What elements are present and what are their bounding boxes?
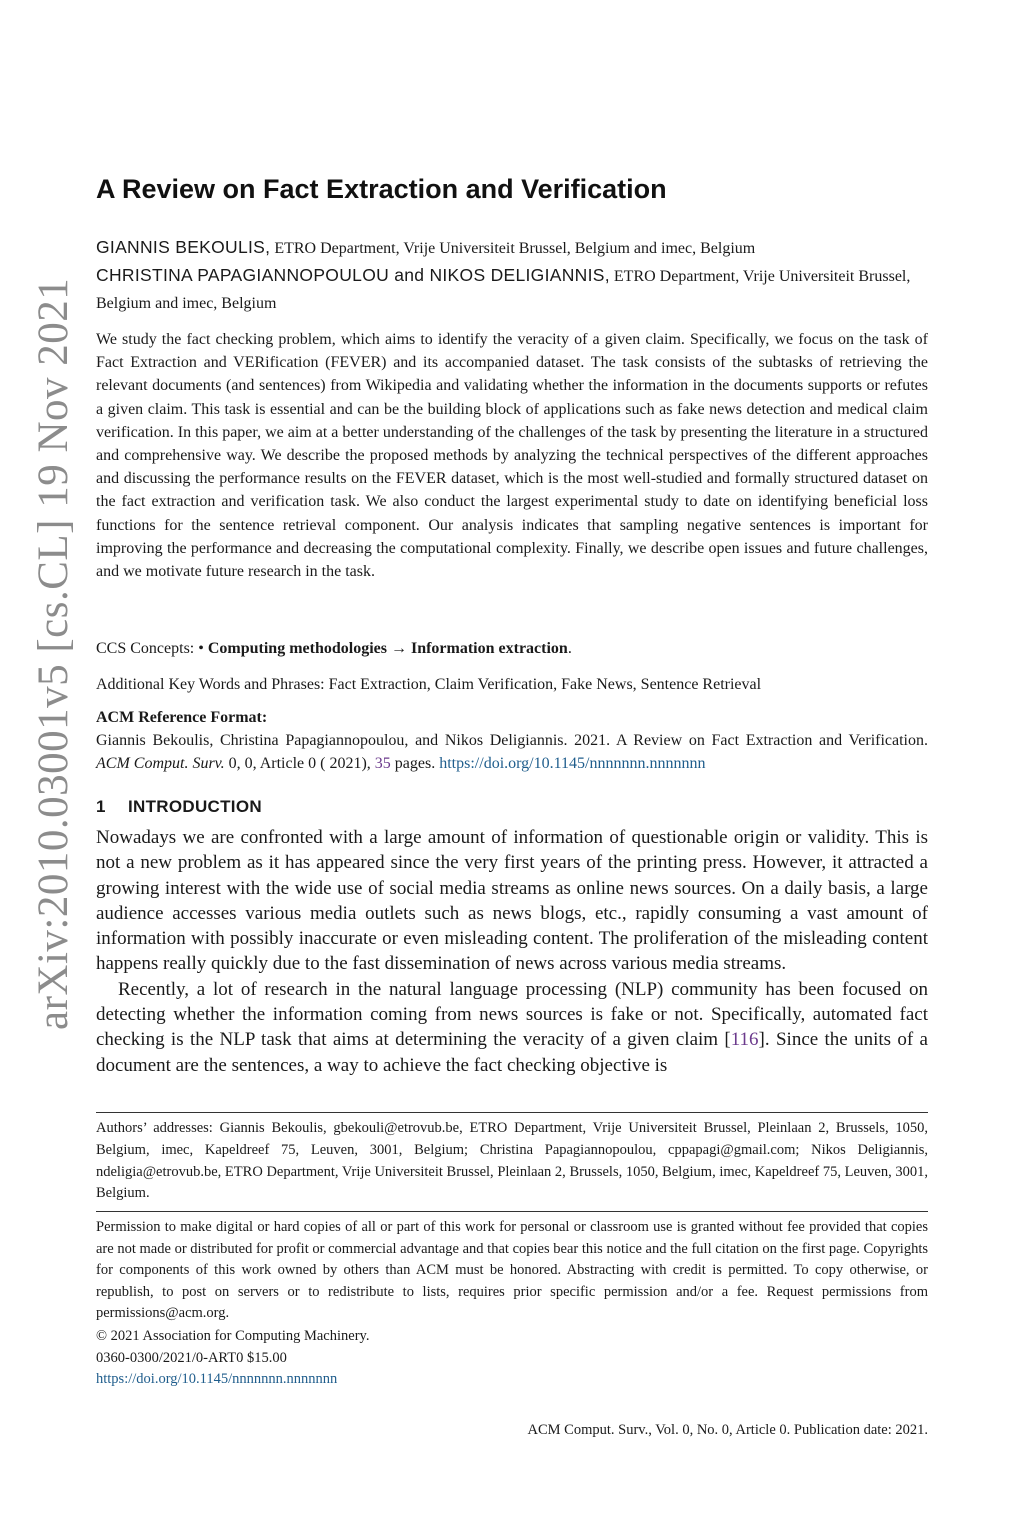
acm-ref-text-b: 0, 0, Article 0 ( 2021), [224, 755, 375, 772]
acm-reference-heading: ACM Reference Format: [96, 709, 268, 726]
author-line-2 [96, 262, 928, 317]
section-number: 1 [96, 797, 106, 816]
ccs-label: CCS Concepts: • [96, 640, 208, 657]
issn-line: 0360-0300/2021/0-ART0 $15.00 [96, 1350, 287, 1366]
introduction-body [96, 825, 928, 1078]
authors-addresses: Authors’ addresses: Giannis Bekoulis, gbekouli@etrovub.be, ETRO Department, Vrije Universiteit Brussel, Pleinlaan 2, Brussels, 1050, Belgium, imec, Kapeldreef 75, Leuven, 3001, Belgium; Christina Papagiannopoulou, cppapagi@gmail.com; Nikos Deligiannis, ndeligia@etrovub.be, ETRO Department, Vrije Universiteit Brussel, Pleinlaan 2, Brussels, 1050, Belgium, imec, Kapeldreef 75, Leuven, 3001, Belgium. [96, 1120, 928, 1202]
section-title: INTRODUCTION [128, 797, 262, 816]
copyright-line: © 2021 Association for Computing Machinery. [96, 1328, 370, 1344]
acm-reference-format [96, 706, 928, 775]
acm-ref-journal: ACM Comput. Surv. [96, 755, 225, 772]
intro-para2-a: Recently, a lot of research in the natural language processing (NLP) community has been focused on detecting whether the information coming from news sources is fake or not. Specifically, automated fact checking is the NLP task that aims at determining the veracity of a given claim [ [96, 978, 928, 1051]
author-block [96, 234, 928, 317]
page-footer: ACM Comput. Surv., Vol. 0, No. 0, Article 0. Publication date: 2021. [527, 1422, 928, 1438]
ccs-end: . [567, 640, 572, 657]
intro-para2-b: ]. Since the units of a document are the sentences, a way to achieve the fact checking objective is [96, 1029, 928, 1076]
footnote-divider [96, 1112, 928, 1113]
permission-divider [96, 1211, 928, 1212]
author-names-1: GIANNIS BEKOULIS, [96, 237, 271, 257]
ccs-concepts [96, 637, 928, 660]
intro-paragraph-1: Nowadays we are confronted with a large amount of information of questionable origin or validity. This is not a new problem as it has appeared since the very first years of the printing press. However, it attracted a growing interest with the wide use of social media streams as online news sources. On a daily basis, a large audience accesses various media outlets such as news blogs, etc., rapidly consuming a vast amount of information with possibly inaccurate or even misleading content. The proliferation of the misleading content happens really quickly due to the fast dissemination of news across various media streams. [96, 827, 928, 975]
author-affiliation-2: ETRO Department, Vrije Universiteit Brussel, Belgium and imec, Belgium [96, 268, 911, 312]
acm-ref-text-a: Giannis Bekoulis, Christina Papagiannopoulou, and Nikos Deligiannis. 2021. A Review on Fact Extraction and Verification. [96, 732, 928, 749]
permission-notice: Permission to make digital or hard copies of all or part of this work for personal or classroom use is granted without fee provided that copies are not made or distributed for profit or commercial advantage and that copies bear this notice and the full citation on the first page. Copyrights for components of this work owned by others than ACM must be honored. Abstracting with credit is permitted. To copy otherwise, or republish, to post on servers or to redistribute to lists, requires prior specific permission and/or a fee. Request permissions from permissions@acm.org. [96, 1219, 928, 1322]
acm-ref-pages-link[interactable]: 35 [374, 755, 391, 772]
acm-reference-text [96, 729, 928, 775]
acm-ref-doi-link[interactable]: https://doi.org/10.1145/nnnnnnn.nnnnnnn [439, 755, 706, 772]
ccs-concept: Computing methodologies → Information extraction [207, 640, 568, 657]
author-affiliation-1: ETRO Department, Vrije Universiteit Brussel, Belgium and imec, Belgium [270, 240, 756, 257]
citation-link[interactable]: 116 [730, 1029, 759, 1051]
section-heading-introduction [96, 795, 928, 819]
arxiv-identifier: arXiv:2010.03001v5 [cs.CL] 19 Nov 2021 [30, 277, 77, 1030]
author-names-2: CHRISTINA PAPAGIANNOPOULOU and NIKOS DELIGIANNIS, [96, 265, 610, 285]
keywords: Additional Key Words and Phrases: Fact Extraction, Claim Verification, Fake News, Sentence Retrieval [96, 676, 762, 693]
intro-paragraph-2 [96, 977, 928, 1078]
abstract: We study the fact checking problem, which aims to identify the veracity of a given claim. Specifically, we focus on the task of Fact Extraction and VERification (FEVER) and its accompanied dataset. The task consists of the subtasks of retrieving the relevant documents (and sentences) from Wikipedia and validating whether the information in the documents supports or refutes a given claim. This task is essential and can be the building block of applications such as fake news detection and medical claim verification. In this paper, we aim at a better understanding of the challenges of the task by presenting the literature in a structured and comprehensive way. We describe the proposed methods by analyzing the technical perspectives of the different approaches and discussing the performance results on the FEVER dataset, which is the most well-studied and formally structured dataset on the fact extraction and verification task. We also conduct the largest experimental study to date on identifying beneficial loss functions for the sentence retrieval component. Our analysis indicates that sampling negative sentences is important for improving the performance and decreasing the computational complexity. Finally, we describe open issues and future challenges, and we motivate future research in the task. [96, 331, 928, 581]
paper-title: A Review on Fact Extraction and Verification [96, 174, 667, 204]
author-line-1 [96, 234, 928, 262]
footer-doi-link[interactable]: https://doi.org/10.1145/nnnnnnn.nnnnnnn [96, 1371, 338, 1387]
acm-ref-text-c: pages. [390, 755, 440, 772]
